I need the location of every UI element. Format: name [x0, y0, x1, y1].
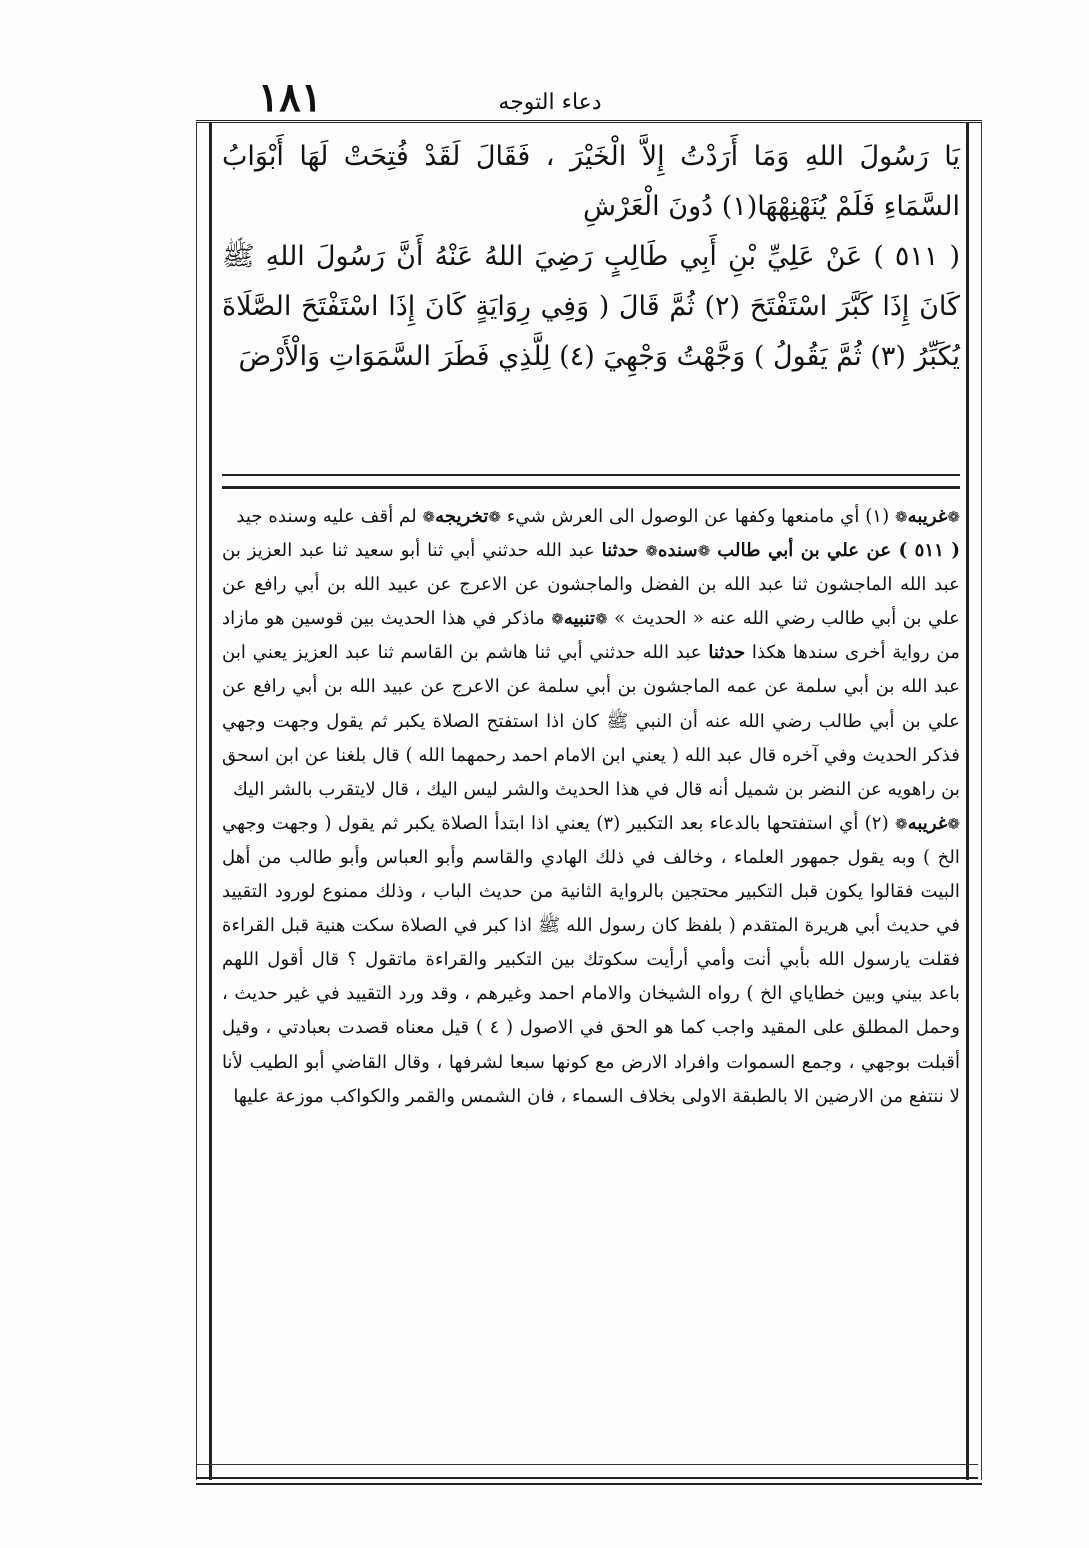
sanad-text-2: عبد الله حدثني أبي ثنا هاشم بن القاسم ثنا عبد العزيز يعني ابن عبد الله بن أبي سلمة عن عمه الماجشون بن أبي سلمة عن الاعرج عن عبيد الله بن أبي رافع عن علي بن أبي طالب رضي الله عنه أن النبي ﷺ كان اذا استفتح الصلاة يكبر ثم يقول وجهت وجهي فذكر الحديث وفي آخره قال عبد الله ( يعني ابن الامام احمد رحمهما الله ) قال بلغنا عن ابن اسحق بن راهويه عن النضر بن شميل أنه قال في هذا الحديث والشر ليس اليك ، قال لايتقرب بالشر اليك [222, 642, 960, 800]
main-text-paragraph-1: يَا رَسُولَ اللهِ وَمَا أَرَدْتُ إِلاَّ الْخَيْرَ ، فَقَالَ لَقَدْ فُتِحَتْ لَهَا أَبْوَابُ السَّمَاءِ فَلَمْ يُنَهْنِهْهَا(١) دُونَ الْعَرْشِ [222, 141, 960, 222]
haddathana-2: حدثنا [708, 642, 746, 664]
ornament-icon: ❁ [894, 508, 908, 526]
takhrij-text: لم أقف عليه وسنده جيد [236, 506, 417, 527]
frame-right-border [966, 122, 982, 1480]
gharib-1-text: (١) أي مامنعها وكفها عن الوصول الى العرش شيء [506, 506, 890, 527]
ornament-icon: ❁ [645, 542, 658, 561]
main-text [222, 132, 960, 382]
hadith-511-intro: ( ٥١١ ) عن علي بن أبي طالب [717, 540, 960, 562]
haddathana-1: حدثنا [601, 540, 639, 562]
takhrij-label: تخريجه [435, 506, 489, 527]
tanbih-text: ماذكر في هذا الحديث بين قوسين هو مازاد من رواية أخرى سندها هكذا [222, 608, 960, 664]
main-text-paragraph-2: ( ٥١١ ) عَنْ عَلِيِّ بْنِ أَبِي طَالِبٍ رَضِيَ اللهُ عَنْهُ أَنَّ رَسُولَ اللهِ ﷺ كَانَ إِذَا كَبَّرَ اسْتَفْتَحَ (٢) ثُمَّ قَالَ ( وَفِي رِوَايَةٍ كَانَ إِذَا اسْتَفْتَحَ الصَّلَاةَ يُكَبِّرُ (٣) ثُمَّ يَقُولُ ) وَجَّهْتُ وَجْهِيَ (٤) لِلَّذِي فَطَرَ السَّمَوَاتِ وَالْأَرْضَ [222, 241, 960, 372]
frame-left-border [196, 122, 212, 1480]
sanad-text-1: عبد الله حدثني أبي ثنا أبو سعيد ثنا عبد العزيز بن عبد الله الماجشون ثنا عبد الله بن الفضل والماجشون عن الاعرج عن عبيد الله بن أبي رافع عن علي بن أبي طالب رضي الله عنه « الحديث » [222, 540, 960, 630]
sanad-label: سنده [657, 540, 698, 562]
page-title: دعاء التوجه [498, 90, 602, 115]
ornament-icon: ❁ [947, 508, 960, 526]
commentary [222, 500, 960, 1114]
page-number: ١٨١ [257, 74, 323, 121]
bottom-rule [196, 1464, 978, 1479]
gharib-label-2: غريبه [907, 812, 948, 834]
tanbih-label: تنبيه [563, 608, 596, 630]
ornament-icon: ❁ [697, 542, 711, 561]
ornament-icon: ❁ [947, 814, 960, 833]
commentary-paragraph-3 [222, 807, 960, 1114]
ornament-icon: ❁ [488, 508, 502, 526]
section-divider [222, 474, 960, 489]
ornament-icon: ❁ [551, 610, 564, 629]
commentary-paragraph-1 [222, 500, 960, 534]
ornament-icon: ❁ [595, 610, 608, 629]
gharib-label: غريبه [907, 506, 948, 527]
gharib-2-text: (٢) أي استفتحها بالدعاء بعد التكبير (٣) يعني اذا ابتدأ الصلاة يكبر ثم يقول ( وجهت وجهي الخ ) وبه يقول جمهور العلماء ، وخالف في ذلك الهادي والقاسم وأبو العباس وأبو طالب من أهل البيت فقالوا يكون قبل التكبير محتجين بالرواية الثانية من حديث الباب ، وذلك ممنوع لورود التقييد في حديث أبي هريرة المتقدم ( بلفظ كان رسول الله ﷺ اذا كبر في الصلاة سكت هنية قبل القراءة فقلت يارسول الله بأبي أنت وأمي أرأيت سكوتك بين التكبير والقراءة ماتقول ؟ قال أقول اللهم باعد بيني وبين خطاياي الخ ) رواه الشيخان والامام احمد وغيرهم ، وقد ورد التقييد في غير حديث ، وحمل المطلق على المقيد واجب كما هو الحق في الاصول ( ٤ ) قيل معناه قصدت بعبادتي ، وقيل أقبلت بوجهي ، وجمع السموات وافراد الارض مع كونها سبعا لشرفها ، وقال القاضي أبو الطيب لأنا لا ننتفع من الارضين الا بالطبقة الاولى بخلاف السماء ، فان الشمس والقمر والكواكب موزعة عليها [222, 812, 961, 1107]
commentary-paragraph-2 [222, 534, 960, 807]
ornament-icon: ❁ [422, 508, 436, 526]
ornament-icon: ❁ [894, 814, 908, 833]
